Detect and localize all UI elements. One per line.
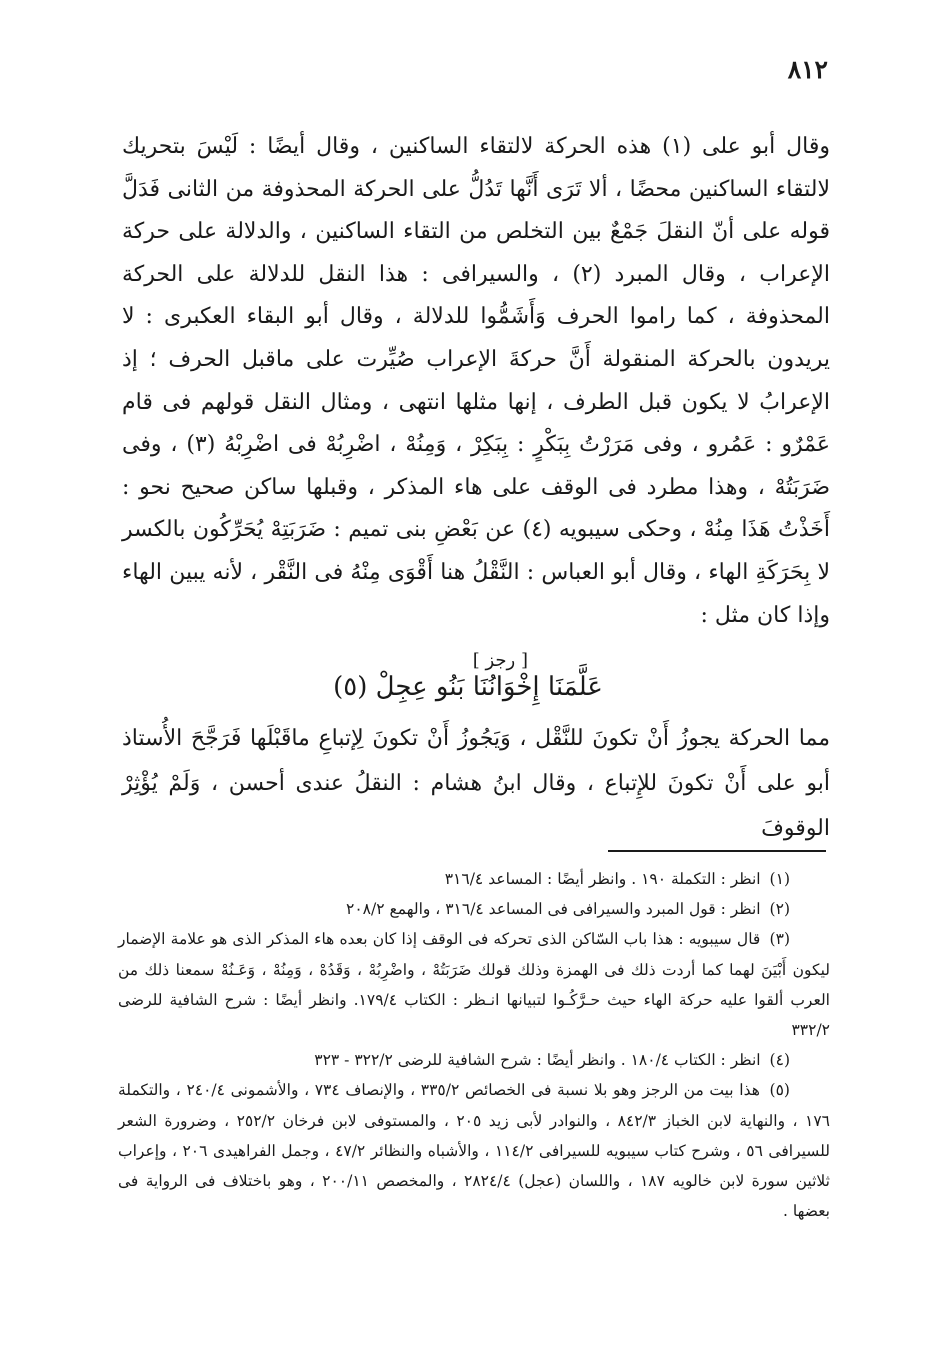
page-number: ٨١٢	[787, 55, 828, 84]
footnote-2	[118, 894, 830, 924]
footnote-4	[118, 1045, 830, 1075]
verse-line: عَلَّمَنَا إِخْوَانُنَا بَنُو عِجِلْ (٥)	[333, 672, 603, 702]
footnotes	[118, 864, 830, 1226]
footnote-text: هذا بيت من الرجز وهو بلا نسبة فى الخصائص ٣٣٥/٢ ، والإنصاف ٧٣٤ ، والأشمونى ٢٤٠/٤ ، والتكملة ١٧٦ ، والنهاية لابن الخباز ٨٤٢/٣ ، والنوادر لأبى زيد ٢٠٥ ، والمستوفى لابن فرخان ٢٥٢/٢ ، وضرورة الشعر للسيرافى ٥٦ ، وشرح كتاب سيبويه للسيرافى ١١٤/٢ ، والأشباه والنظائر ٤٧/٢ ، وجمل الفراهيدى ٢٠٦ ، وإعراب ثلاثين سورة لابن خالويه ١٨٧ ، واللسان (عجل) ٢٨٢٤/٤ ، والمخصص ٢٠٠/١١ ، وهو باختلاف فى الرواية فى بعضها .	[118, 1081, 830, 1221]
footnote-1	[118, 864, 830, 894]
footnote-number: (٥)	[769, 1081, 790, 1100]
footnote-text: انظر : قول المبرد والسيرافى فى المساعد ٣١٦/٤ ، والهمع ٢٠٨/٢	[346, 900, 761, 919]
footnote-3	[118, 924, 830, 1045]
main-text-block	[122, 126, 830, 637]
footnote-number: (٢)	[769, 900, 790, 919]
footnote-separator	[608, 850, 826, 852]
verse-meter-label: [ رجز ]	[472, 650, 528, 671]
main-text-block-2	[122, 716, 830, 851]
footnote-text: قال سيبويه : هذا باب السّاكن الذى تحركه فى الوقف إذا كان بعده هاء المذكر الذى هو علامة الإضمار ليكون أَبْيَنَ لهما كما أردت ذلك فى الهمزة وذلك قولك ضَرَبَتُهْ ، واضْرِبُهْ ، وَقَدُهْ ، وَمِنُهْ ، وَعَـنُهْ سمعنا ذلك من العرب ألقوا عليه حركة الهاء حيث حـرَّكُـوا لتبيانها انـظر : الكتاب ١٧٩/٤. وانظر أيضًا : شرح الشافية للرضى ٣٣٢/٢	[118, 930, 830, 1040]
footnote-5	[118, 1075, 830, 1226]
paragraph-2: مما الحركة يجوزُ أَنْ تكونَ للنَّقْل ، وَيَجُوزُ أَنْ تكونَ لِإتباعِ ماقَبْلَها فَرَجَّحَ الأُستاذ أبو على أَنْ تكونَ للإِتباع ، وقال ابنُ هشام : النقلُ عندى أحسن ، وَلَمْ يُؤْثِرْ الوقوفَ	[122, 726, 830, 841]
paragraph-1: وقال أبو على (١) هذه الحركة لالتقاء الساكنين ، وقال أيضًا : لَيْسَ بتحريك لالتقاء الساكنين محضًا ، ألا تَرَى أَنَّها تَدُلُّ على الحركة المحذوفة من الثانى فَدَلَّ قوله على أنّ النقلَ جَمْعٌ بين التخلص من التقاء الساكنين ، والدلالة على حركة الإعراب ، وقال المبرد (٢) ، والسيرافى : هذا النقل للدلالة على الحركة المحذوفة ، كما راموا الحرف وَأَشَمُّوا للدلالة ، وقال أبو البقاء العكبرى : لا يريدون بالحركة المنقولة أَنَّ حركةَ الإعراب صُيِّرت على ماقبل الحرف ؛ إذ الإعرابُ لا يكون قبل الطرف ، إنها مثلها انتهى ، ومثال النقل قولهم فى قام عَمْرٌو : عَمُرو ، وفى مَرَرْتُ بِبَكْرٍ : بِبَكِرْ ، وَمِنُهْ ، اضْرِبُهْ فى اضْرِبْهُ (٣) ، وفى ضَرَبَتُهْ ، وهذا مطرد فى الوقف على هاء المذكر ، وقبلها ساكن صحيح نحو : أَخَذْتُ هَذَا مِنُهْ ، وحكى سيبويه (٤) عن بَعْضِ بنى تميم : ضَرَبَتِهْ يُحَرِّكُون بالكسر لا بِحَرَكَةِ الهاء ، وقال أبو العباس : النَّقْلُ هنا أَقْوَى مِنْهُ فى النَّقْر ، لأنه يبين الهاء وإذا كان مثل :	[122, 134, 831, 628]
footnote-number: (٤)	[769, 1051, 790, 1070]
footnote-number: (١)	[769, 870, 790, 888]
footnote-text: انظر : التكملة ١٩٠ . وانظر أيضًا : المساعد ٣١٦/٤	[444, 870, 761, 888]
footnote-text: انظر : الكتاب ١٨٠/٤ . وانظر أيضًا : شرح الشافية للرضى ٣٢٢/٢ - ٣٢٣	[314, 1051, 761, 1070]
footnote-number: (٣)	[769, 930, 790, 949]
